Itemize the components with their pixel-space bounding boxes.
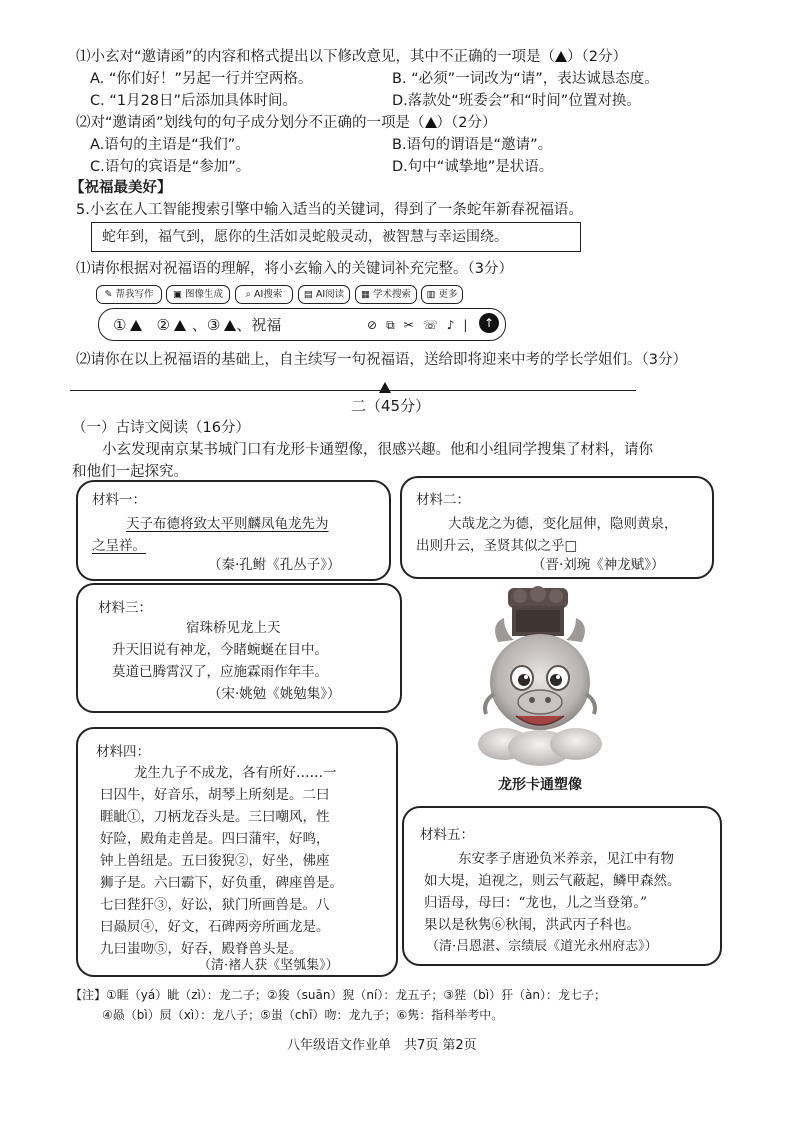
- academic-search-label: 学术搜索: [372, 289, 411, 300]
- material-4-line: 龙生九子不成龙，各有所好……一: [134, 765, 337, 781]
- material-4-line: 钟上兽纽是。五曰狻猊②，好坐，佛座: [100, 853, 330, 869]
- answer-line: [70, 390, 636, 391]
- image-upload-icon[interactable]: ⧉: [386, 318, 395, 332]
- page-footer: 八年级语文作业单 共7页 第2页: [287, 1038, 477, 1053]
- q2-stem: [76, 113, 497, 133]
- keyword-1-number: ①: [113, 316, 127, 334]
- attach-icon[interactable]: ⊘: [367, 318, 378, 332]
- question-5: 5.小玄在人工智能搜索引擎中输入适当的关键词，得到了一条蛇年新春祝福语。: [76, 202, 583, 218]
- material-3-line-2: 莫道已腾霄汉了，应施霖雨作年丰。: [112, 664, 328, 680]
- phone-icon[interactable]: ☏: [422, 318, 438, 332]
- material-4-line: 曰赑屃④，好文，石碑两旁所画龙是。: [100, 919, 330, 935]
- section-2-subtitle: （一）古诗文阅读（16分）: [72, 420, 250, 436]
- dragon-icon: [474, 584, 606, 770]
- send-arrow-icon[interactable]: ↑: [479, 313, 499, 333]
- q1-score: ）（2分）: [567, 49, 628, 65]
- ai-search-label: AI搜索: [254, 289, 283, 300]
- blank-triangle-icon: [224, 320, 236, 331]
- q2-option-d: D.句中“诚挚地”是状语。: [392, 159, 554, 175]
- material-5-line: 东安孝子唐逊负米养亲，见江中有物: [458, 851, 674, 867]
- blank-triangle-icon: [130, 320, 142, 331]
- material-5-source: （清·吕恩湛、宗绩辰《道光永州府志》）: [426, 939, 658, 954]
- material-2-source: （晋·刘琬《神龙赋》）: [532, 557, 665, 573]
- material-1-source: （秦·孔鲋《孔丛子》）: [208, 557, 341, 573]
- q1-stem: [76, 47, 627, 67]
- ai-read-label: AI阅读: [315, 289, 345, 300]
- answer-triangle-icon: [379, 377, 391, 396]
- material-4-line: 睚眦①，刀柄龙吞头是。三曰嘲风，性: [100, 809, 330, 825]
- material-4-title: 材料四：: [96, 744, 150, 760]
- material-4-line: 曰囚牛，好音乐，胡琴上所刻是。二曰: [100, 787, 330, 803]
- sub-question-1: ⑴请你根据对祝福语的理解，将小玄输入的关键词补充完整。（3分）: [76, 261, 513, 277]
- material-3-box: [76, 583, 402, 713]
- q1-option-c: C. “1月28日”后添加具体时间。: [90, 93, 298, 109]
- ai-write-button[interactable]: [96, 285, 162, 304]
- book-icon: ▤: [303, 289, 316, 300]
- ai-write-label: 帮我写作: [115, 289, 154, 300]
- keyword-2-number: ②: [156, 316, 170, 334]
- material-2-line-1: 大哉龙之为德，变化屈伸，隐则黄泉，: [448, 516, 678, 532]
- image-generate-button[interactable]: [166, 285, 230, 304]
- q2-option-c: C.语句的宾语是“参加”。: [90, 159, 251, 175]
- material-3-title: 材料三：: [98, 600, 152, 616]
- material-3-poem-title: 宿珠桥见龙上天: [186, 620, 281, 636]
- q2-option-a: A.语句的主语是“我们”。: [90, 137, 250, 153]
- q2-option-b: B.语句的谓语是“邀请”。: [392, 137, 553, 153]
- q1-stem-text: ⑴小玄对“邀请函”的内容和格式提出以下修改意见，其中不正确的一项是（: [76, 49, 556, 65]
- blessing-heading: 【祝福最美好】: [70, 180, 172, 196]
- q1-option-d: D.落款处“班委会”和“时间”位置对换。: [392, 93, 641, 109]
- sub-question-2: ⑵请你在以上祝福语的基础上，自主续写一句祝福语，送给即将迎来中考的学长学姐们。（3分）: [76, 352, 687, 368]
- notes-line-1: 【注】①睚（yá）眦（zì）：龙二子；②狻（suān）猊（ní）：龙五子；③狴（bì）犴（àn）：龙七子；: [70, 988, 607, 1002]
- q1-option-a: A. “你们好！”另起一行并空两格。: [90, 71, 313, 87]
- blessing-quote-box: [91, 222, 581, 252]
- material-2-line-2: 出则升云，圣贤其似之乎□: [416, 538, 578, 554]
- material-4-line: 七曰狴犴③，好讼，狱门所画兽是。八: [100, 897, 330, 913]
- material-1-title: 材料一：: [92, 492, 146, 508]
- section-2-intro-1: 小玄发现南京某书城门口有龙形卡通塑像，很感兴趣。他和小组同学搜集了材料，请你: [102, 442, 653, 458]
- material-3-source: （宋·姚勉《姚勉集》）: [208, 686, 341, 702]
- microphone-icon[interactable]: ♪: [446, 318, 455, 332]
- image-icon: ▣: [172, 289, 185, 300]
- grid-icon: ▥: [426, 289, 439, 300]
- dragon-statue-image: [474, 584, 606, 770]
- search-icon: ⌕: [245, 289, 255, 300]
- more-button[interactable]: [421, 285, 463, 304]
- q2-score: ）（2分）: [436, 115, 497, 131]
- section-2-intro-2: 和他们一起探究。: [72, 464, 188, 480]
- material-5-line: 果以是秋隽⑥秋闱，洪武丙子科也。: [424, 917, 640, 933]
- material-4-source: （清·褚人获《坚瓠集》）: [198, 958, 339, 973]
- keyword-suffix: 、祝福: [236, 316, 282, 334]
- more-label: 更多: [438, 289, 458, 300]
- material-5-box: [402, 806, 722, 966]
- q2-stem-text: ⑵对“邀请函”划线句的句子成分划分不正确的一项是（: [76, 115, 425, 131]
- material-5-line: 如大堤，迫视之，则云气蔽起，鳞甲森然。: [424, 873, 681, 889]
- material-5-line: 归语母，母曰：“龙也，儿之当登第。”: [424, 895, 648, 911]
- material-1-line-1: 天子布德将致太平则麟凤龟龙先为: [126, 516, 329, 532]
- material-1-line-2: 之呈祥。: [92, 538, 146, 554]
- material-4-box: [76, 727, 398, 977]
- academic-search-button[interactable]: [355, 285, 417, 304]
- material-3-line-1: 升天旧说有神龙，今睹蜿蜒在目中。: [112, 642, 328, 658]
- material-4-line: 九曰蚩吻⑤，好吞，殿脊兽头是。: [100, 941, 303, 957]
- answer-triangle-icon: [555, 51, 567, 62]
- pen-icon: ✎: [104, 289, 116, 300]
- statue-caption: 龙形卡通塑像: [498, 777, 582, 793]
- keyword-3-number: ③: [206, 316, 221, 334]
- keyword-blanks: ① ② 、③ 、祝福: [113, 316, 282, 334]
- scissors-icon[interactable]: ✂: [403, 318, 414, 332]
- q1-option-b: B. “必须”一词改为“请”，表达诚恳态度。: [392, 71, 659, 87]
- divider-icon: |: [463, 318, 468, 332]
- ai-search-input[interactable]: [98, 308, 506, 341]
- material-2-box: [400, 476, 714, 579]
- notes-line-2: ④赑（bì）屃（xì）：龙八子；⑤蚩（chī）吻：龙九子；⑥隽：指科举考中。: [102, 1008, 504, 1022]
- material-4-line: 狮子是。六曰霸下，好负重，碑座兽是。: [100, 875, 343, 891]
- input-tools: [367, 316, 473, 334]
- material-1-box: [76, 480, 391, 581]
- material-5-title: 材料五：: [420, 827, 474, 843]
- blessing-quote: 蛇年到，福气到，愿你的生活如灵蛇般灵动，被智慧与幸运围绕。: [102, 229, 508, 245]
- academic-icon: ▦: [360, 289, 373, 300]
- answer-triangle-icon: [425, 117, 437, 128]
- ai-read-button[interactable]: [298, 285, 350, 304]
- image-generate-label: 图像生成: [184, 289, 223, 300]
- section-2-title: 二（45分）: [351, 397, 431, 415]
- ai-search-button[interactable]: [235, 285, 293, 304]
- blank-triangle-icon: [174, 320, 186, 331]
- material-2-title: 材料二：: [416, 492, 470, 508]
- material-4-line: 好险，殿角走兽是。四曰蒲牢，好鸣，: [100, 831, 330, 847]
